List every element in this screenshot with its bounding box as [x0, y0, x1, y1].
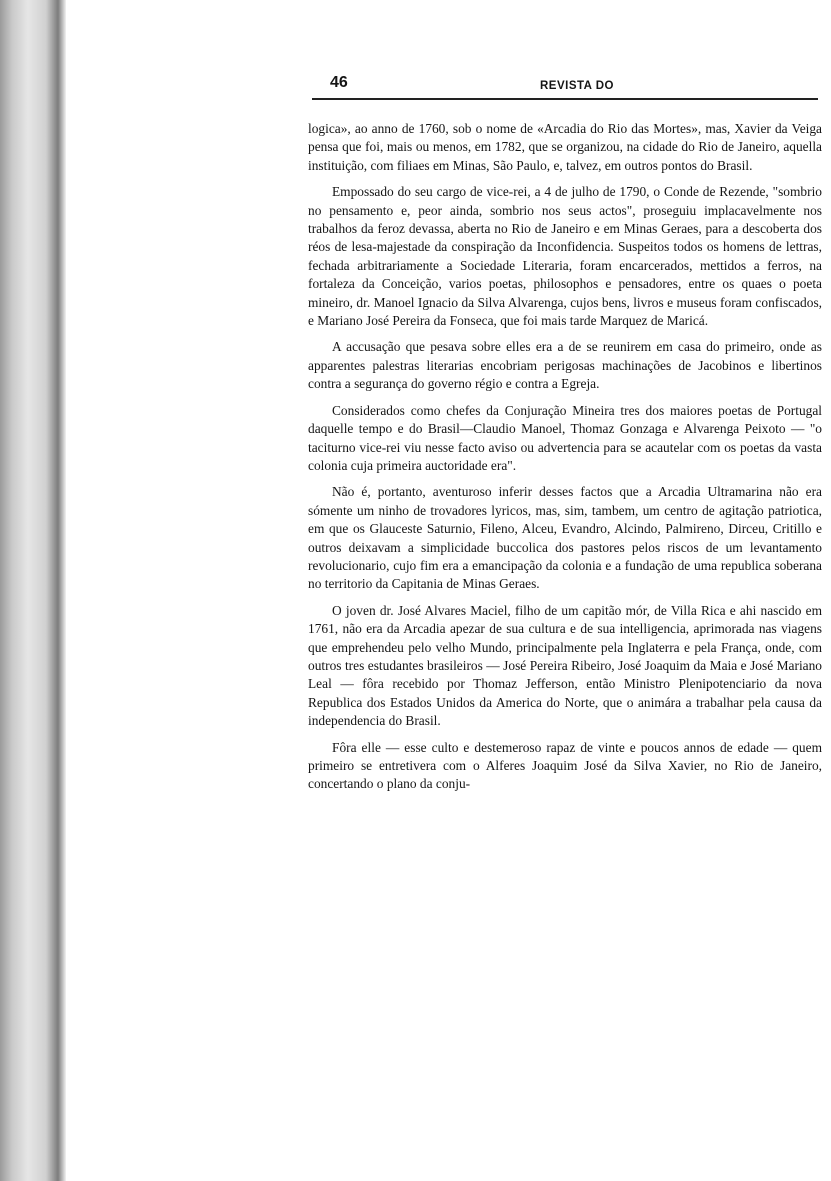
paragraph-2: Empossado do seu cargo de vice-rei, a 4 de julho de 1790, o Conde de Rezende, "sombrio no pensamento e, peor ainda, sombrio nos seus actos", proseguiu implacavelmente nos trabalhos da feroz devassa, aberta no Rio de Janeiro e em Minas Geraes, para a descoberta dos réos de lesa-majestade da conspiração da Inconfidencia. Suspeitos todos os homens de lettras, fechada arbitrariamente a Sociedade Literaria, foram encarcerados, mettidos a ferros, na fortaleza da Conceição, varios poetas, philosophos e pensadores, entre os quaes o poeta mineiro, dr. Manoel Ignacio da Silva Alvarenga, cujos bens, livros e museus foram confiscados, e Mariano José Pereira da Fonseca, que foi mais tarde Marquez de Maricá. — [308, 184, 822, 329]
text-body — [308, 120, 822, 802]
paragraph-6: O joven dr. José Alvares Maciel, filho de um capitão mór, de Villa Rica e ahi nascido em 1761, não era da Arcadia apezar de sua cultura e de sua intelligencia, aprimorada nas viagens que emprehendeu pelo velho Mundo, principalmente pela Inglaterra e pela França, onde, com outros tres estudantes brasileiros — José Pereira Ribeiro, José Joaquim da Maia e José Mariano Leal — fôra recebido por Thomaz Jefferson, então Ministro Plenipotenciario da nova Republica dos Estados Unidos da America do Norte, que o animára a trabalhar pela causa da independencia do Brasil. — [308, 602, 822, 729]
page-header — [312, 74, 822, 104]
paragraph-1: logica», ao anno de 1760, sob o nome de «Arcadia do Rio das Mortes», mas, Xavier da Veiga pensa que foi, mais ou menos, em 1782, que se organizou, na cidade do Rio de Janeiro, aquella instituição, com filiaes em Minas, São Paulo, e, talvez, em outros pontos do Brasil. — [308, 121, 822, 173]
paragraph-5: Não é, portanto, aventuroso inferir desses factos que a Arcadia Ultramarina não era sómente um ninho de trovadores lyricos, mas, sim, tambem, um centro de agitação patriotica, em que os Glauceste Saturnio, Fileno, Alceu, Evandro, Alcindo, Palmireno, Dirceu, Critillo e outros deixavam a simplicidade buccolica dos pastores pelos riscos de um levantamento revolucionario, cujo fim era a emancipação da colonia e a fundação de uma republica soberana no territorio da Capitania de Minas Geraes. — [308, 484, 822, 592]
header-rule — [312, 98, 818, 100]
paragraph-7: Fôra elle — esse culto e destemeroso rapaz de vinte e poucos annos de edade — quem primeiro se entretivera com o Alferes Joaquim José da Silva Xavier, no Rio de Janeiro, concertando o plano da conju- — [308, 739, 822, 792]
book-binding-edge — [0, 0, 66, 1181]
running-title: REVISTA DO — [540, 80, 615, 92]
page-number: 46 — [330, 74, 348, 91]
paragraph-3: A accusação que pesava sobre elles era a de se reunirem em casa do primeiro, onde as apparentes palestras literarias encobriam perigosas machinações de Jacobinos e libertinos contra a segurança do governo régio e contra a Egreja. — [308, 339, 822, 392]
paragraph-4: Considerados como chefes da Conjuração Mineira tres dos maiores poetas de Portugal daquelle tempo e do Brasil—Claudio Manoel, Thomaz Gonzaga e Alvarenga Peixoto — "o taciturno vice-rei viu nesse facto aviso ou advertencia para se acautelar com os poetas da vasta colonia cuja primeira auctoridade era". — [308, 402, 822, 473]
